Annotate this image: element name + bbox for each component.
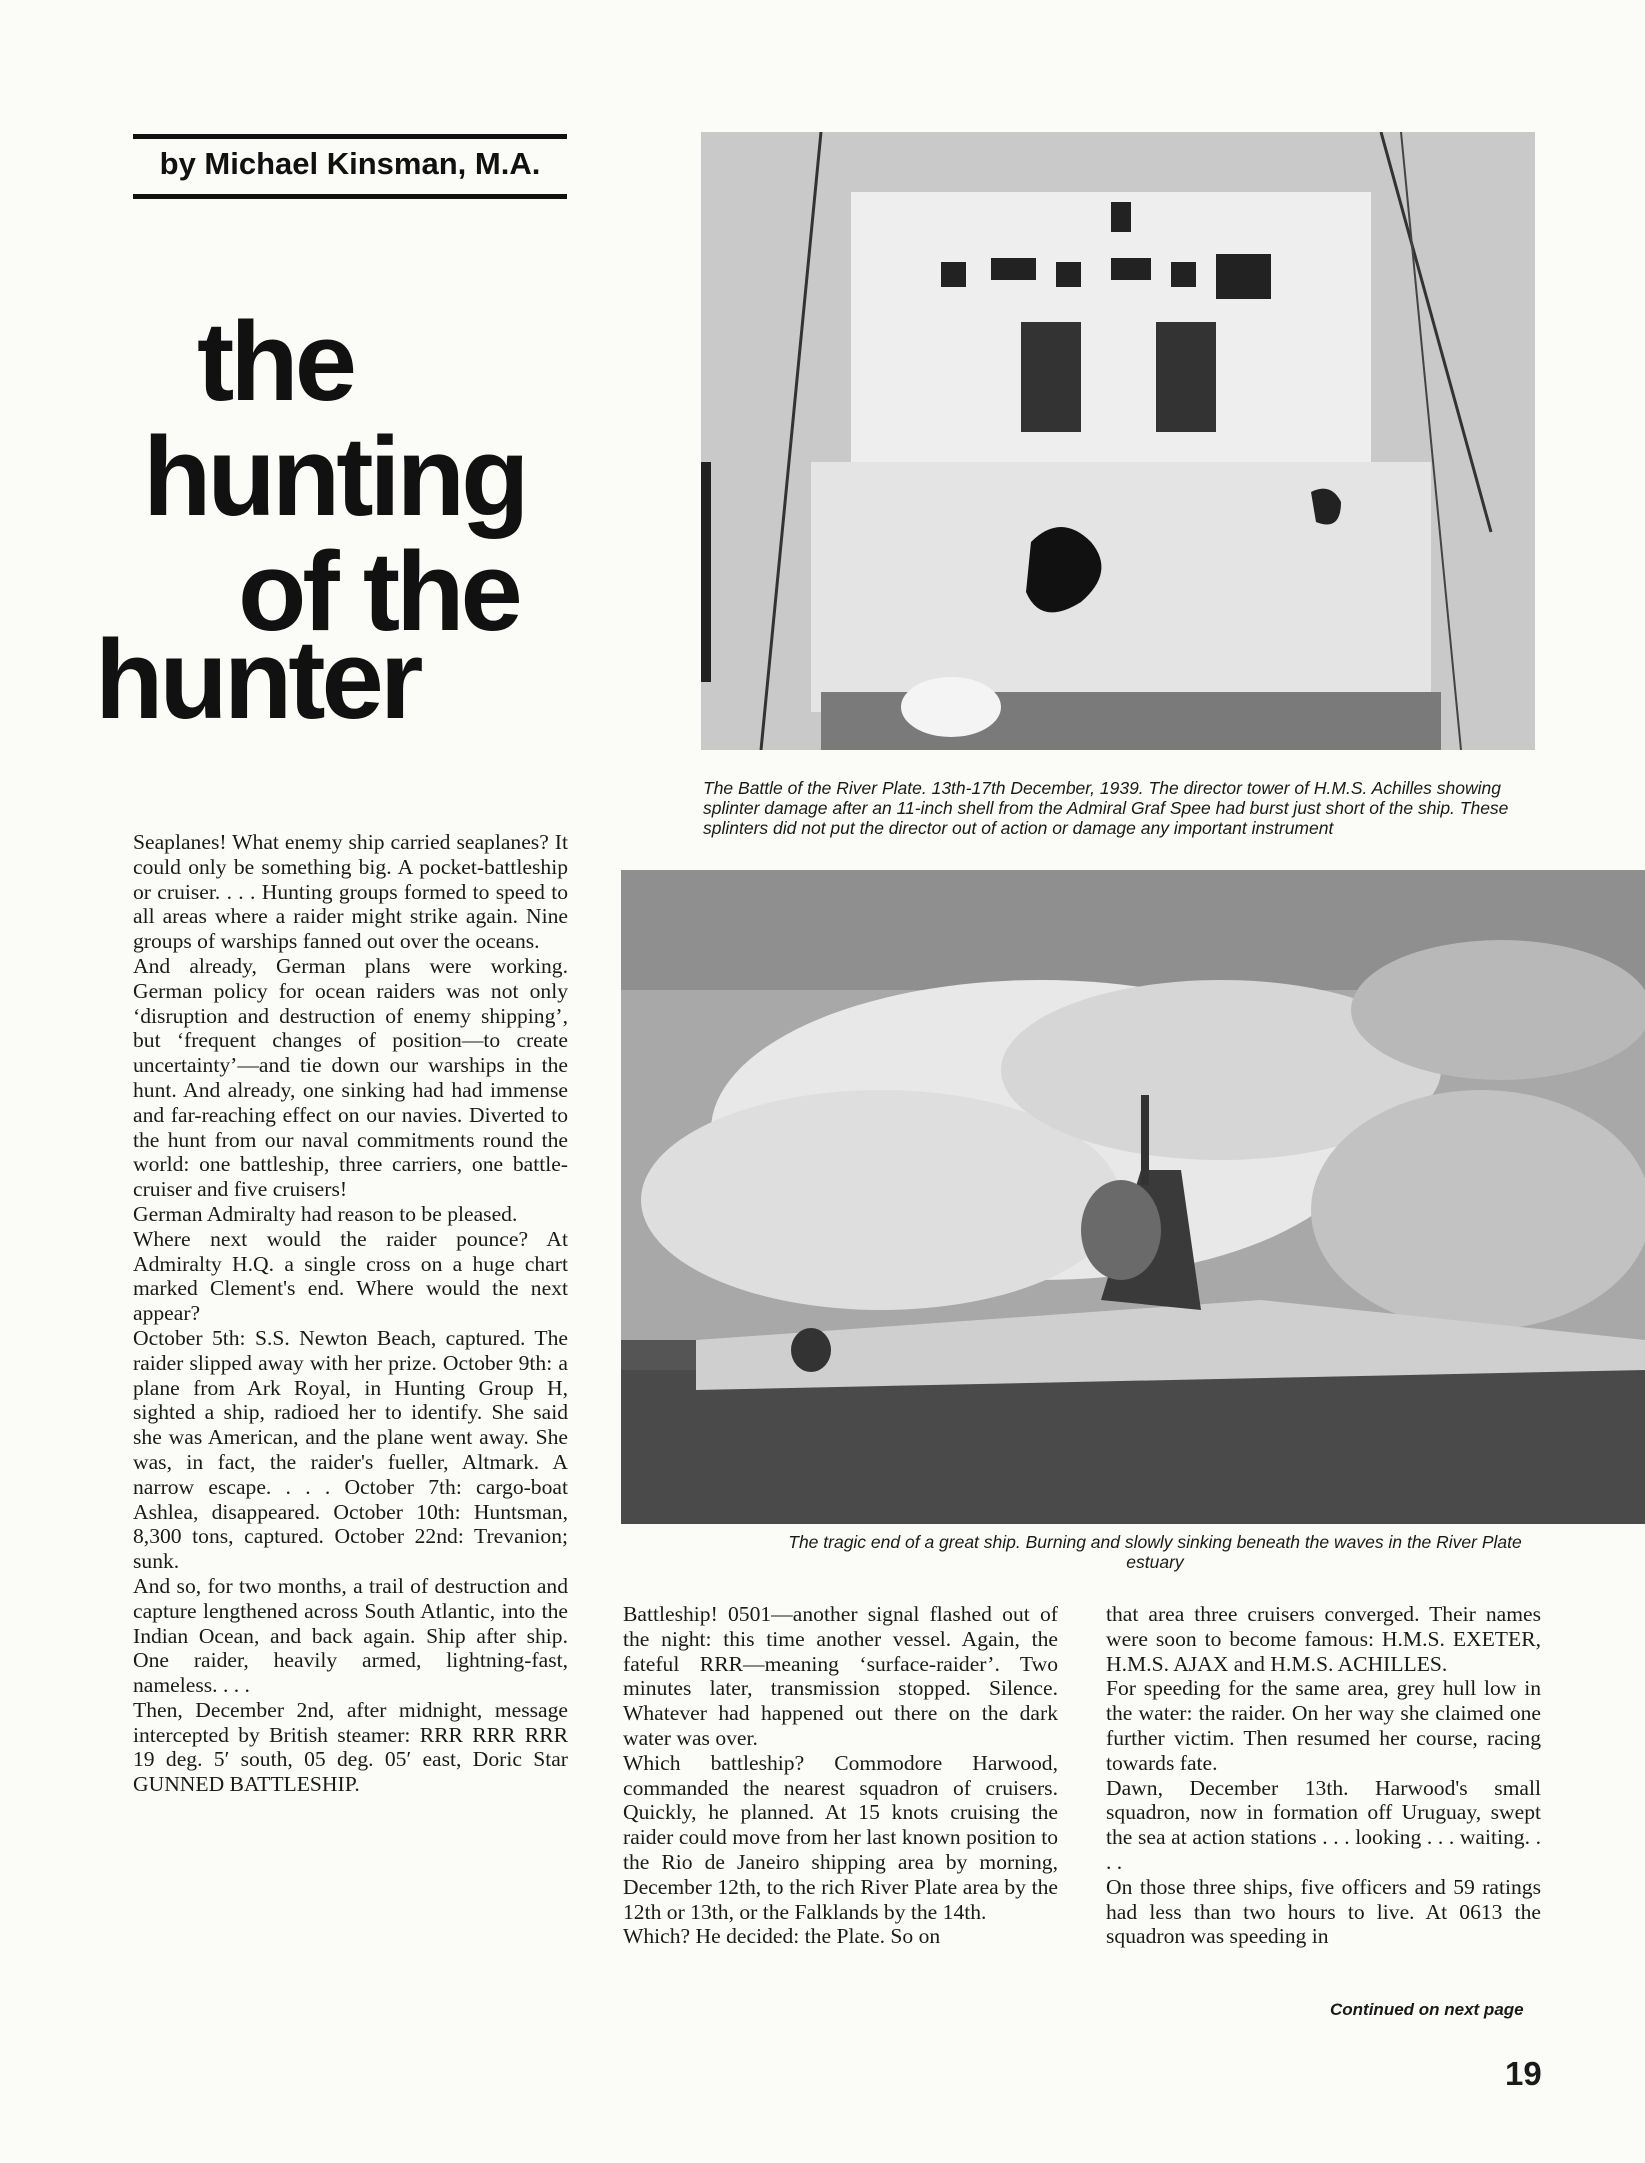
- top-rule: [133, 134, 567, 139]
- column-2: [623, 1602, 1058, 1949]
- column-1: [133, 830, 568, 1797]
- photo-director-tower-graphic: [701, 132, 1535, 750]
- continued-on-next-page[interactable]: Continued on next page: [1330, 2000, 1524, 2019]
- col2-paragraph: Which? He decided: the Plate. So on: [623, 1924, 941, 1949]
- col1-paragraph: October 5th: S.S. Newton Beach, captured. The raider slipped away with her prize. October 9th: a plane from Ark Royal, in Hunting Group H, sighted a ship, radioed her to identify. She said she was American, and the plane went away. She was, in fact, the raider's fueller, Altmark. A narrow escape. . . . October 7th: cargo-boat Ashlea, disappeared. October 10th: Huntsman, 8,300 tons, captured. October 22nd: Trevanion; sunk.: [133, 1325, 568, 1574]
- photo-director-tower: [701, 132, 1535, 750]
- col2-paragraph: Battleship! 0501—another signal flashed out of the night: this time another vessel. Again, the fateful RRR—meaning ‘surface-raider’. Two minutes later, transmission stopped. Silence. Whatever had happened out there on the dark water was over.: [623, 1602, 1058, 1750]
- col1-paragraph: German Admiralty had reason to be pleased.: [133, 1201, 518, 1226]
- photo-burning-ship-graphic: [621, 870, 1645, 1524]
- photo-burning-ship: [621, 870, 1645, 1524]
- headline-line-4: hunter: [95, 617, 420, 742]
- page-number: 19: [1505, 2055, 1542, 2092]
- col1-paragraph: And so, for two months, a trail of destruction and capture lengthened across South Atlantic, into the Indian Ocean, and back again. Ship after ship. One raider, heavily armed, lightning-fast, nameless. . . .: [133, 1573, 568, 1698]
- column-3: [1106, 1602, 1541, 1949]
- byline: by Michael Kinsman, M.A.: [159, 146, 541, 181]
- headline-line-2: hunting: [143, 414, 526, 539]
- col3-paragraph: that area three cruisers converged. Their names were soon to become famous: H.M.S. EXETER, H.M.S. AJAX and H.M.S. ACHILLES.: [1106, 1602, 1541, 1676]
- caption-burning-ship: The tragic end of a great ship. Burning and slowly sinking beneath the waves in the River Plate estuary: [788, 1532, 1522, 1572]
- col2-paragraph: Which battleship? Commodore Harwood, commanded the nearest squadron of cruisers. Quickly, he planned. At 15 knots cruising the raider could move from her last known position to the Rio de Janeiro shipping area by morning, December 12th, to the rich River Plate area by the 12th or 13th, or the Falklands by the 14th.: [623, 1750, 1058, 1924]
- col3-paragraph: Dawn, December 13th. Harwood's small squadron, now in formation off Uruguay, swept the sea at action stations . . . looking . . . waiting. . . .: [1106, 1775, 1541, 1874]
- headline-line-3: of the: [238, 529, 519, 654]
- caption-director-tower: The Battle of the River Plate. 13th-17th December, 1939. The director tower of H.M.S. Achilles showing splinter damage after an 11-inch shell from the Admiral Graf Spee had burst just short of the ship. These splinters did not put the director out of action or damage any important instrument: [703, 778, 1509, 838]
- col3-paragraph: On those three ships, five officers and 59 ratings had less than two hours to live. At 0613 the squadron was speeding in: [1106, 1874, 1541, 1949]
- bottom-rule: [133, 194, 567, 199]
- col1-paragraph: Then, December 2nd, after midnight, message intercepted by British steamer: RRR RRR RRR 19 deg. 5′ south, 05 deg. 05′ east, Doric Star GUNNED BATTLESHIP.: [133, 1697, 568, 1797]
- col1-paragraph: And already, German plans were working. German policy for ocean raiders was not only ‘disruption and destruction of enemy shipping’, but ‘frequent changes of position—to create uncertainty’—and tie down our warships in the hunt. And already, one sinking had had immense and far-reaching effect on our navies. Diverted to the hunt from our naval commitments round the world: one battleship, three carriers, one battle-cruiser and five cruisers!: [133, 953, 568, 1202]
- col1-paragraph: Seaplanes! What enemy ship carried seaplanes? It could only be something big. A pocket-battleship or cruiser. . . . Hunting groups formed to speed to all areas where a raider might strike again. Nine groups of warships fanned out over the oceans.: [133, 830, 568, 954]
- col1-paragraph: Where next would the raider pounce? At Admiralty H.Q. a single cross on a huge chart marked Clement's end. Where would the next appear?: [133, 1226, 568, 1326]
- headline-line-1: the: [197, 299, 353, 424]
- col3-paragraph: For speeding for the same area, grey hull low in the water: the raider. On her way she claimed one further victim. Then resumed her course, racing towards fate.: [1106, 1676, 1541, 1775]
